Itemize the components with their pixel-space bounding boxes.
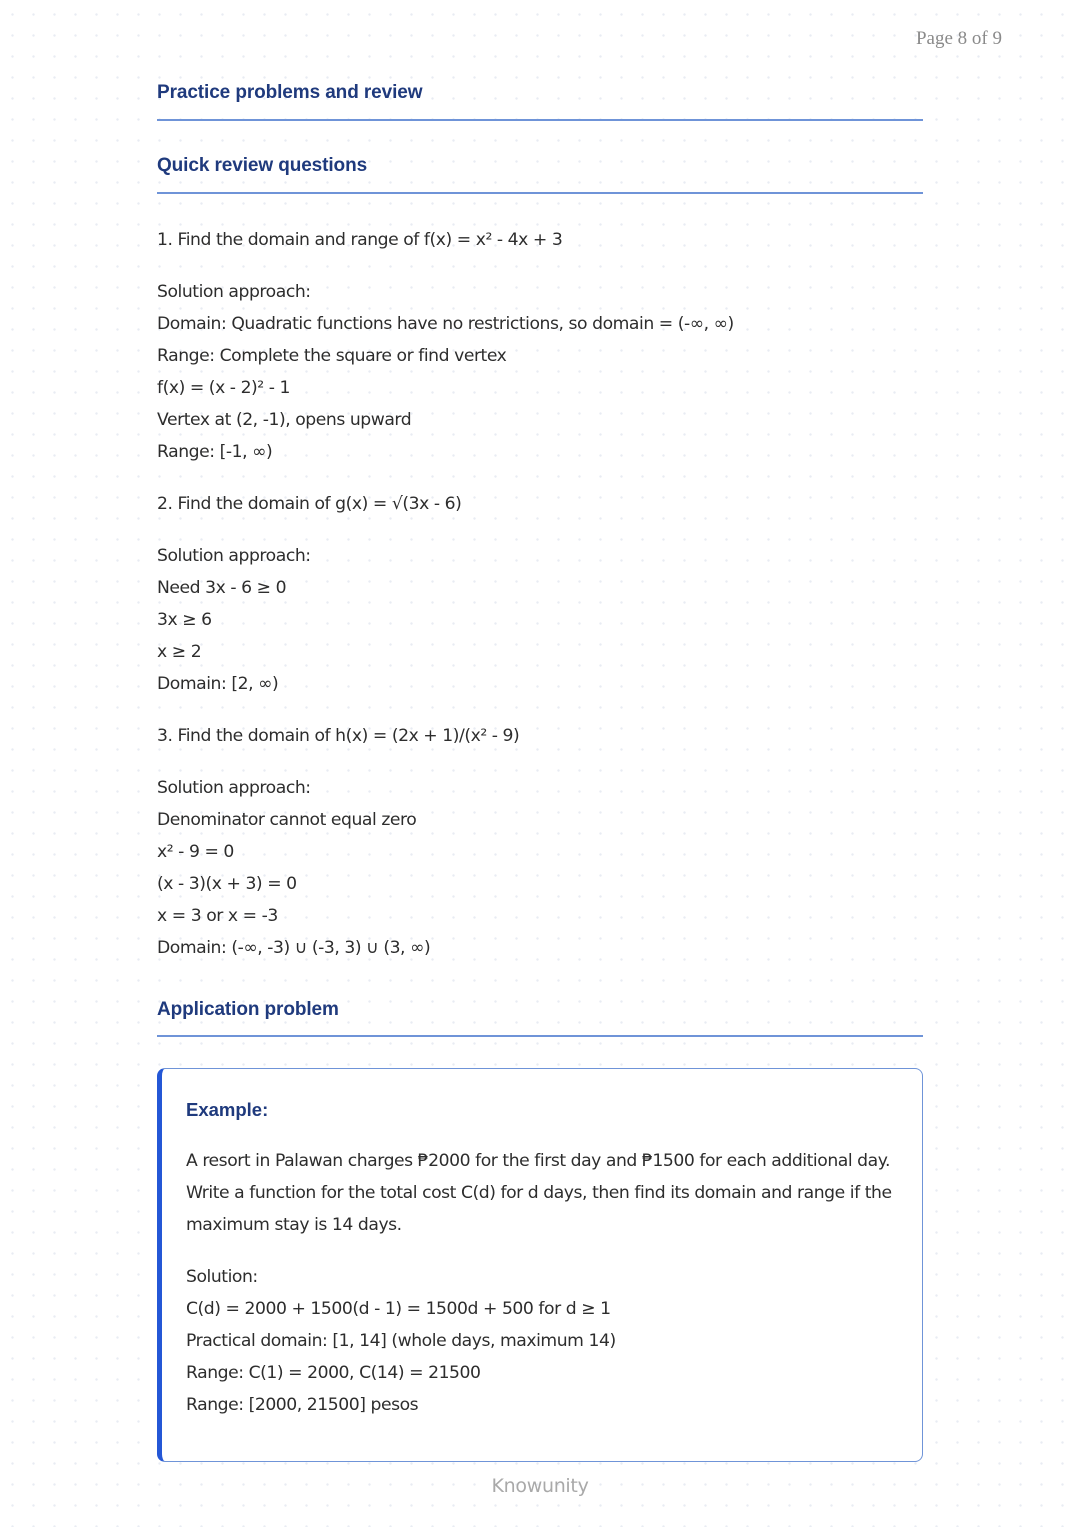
solution-line: (x - 3)(x + 3) = 0 bbox=[157, 874, 297, 894]
example-callout-box bbox=[157, 1068, 923, 1462]
solution-line: Need 3x - 6 ≥ 0 bbox=[157, 578, 287, 598]
page-number: Page 8 of 9 bbox=[915, 28, 1002, 49]
solution-line: Domain: (-∞, -3) ∪ (-3, 3) ∪ (3, ∞) bbox=[157, 938, 431, 958]
question-1-prompt: 1. Find the domain and range of f(x) = x² - 4x + 3 bbox=[157, 230, 563, 250]
solution-line: C(d) = 2000 + 1500(d - 1) = 1500d + 500 for d ≥ 1 bbox=[186, 1299, 611, 1319]
question-3-prompt: 3. Find the domain of h(x) = (2x + 1)/(x² - 9) bbox=[157, 726, 520, 746]
solution-line: Domain: [2, ∞) bbox=[157, 674, 279, 694]
section-divider bbox=[157, 1035, 923, 1037]
section-divider bbox=[157, 192, 923, 194]
section-heading-practice: Practice problems and review bbox=[157, 82, 423, 103]
solution-line: Solution approach: bbox=[157, 778, 311, 798]
solution-line: Range: Complete the square or find vertex bbox=[157, 346, 507, 366]
solution-line: x ≥ 2 bbox=[157, 642, 202, 662]
solution-line: x² - 9 = 0 bbox=[157, 842, 234, 862]
solution-line: 3x ≥ 6 bbox=[157, 610, 212, 630]
section-heading-quick-review: Quick review questions bbox=[157, 155, 368, 176]
problem-line: A resort in Palawan charges ₱2000 for the first day and ₱1500 for each additional day. bbox=[186, 1151, 891, 1171]
solution-line: f(x) = (x - 2)² - 1 bbox=[157, 378, 291, 398]
footer-brand: Knowunity bbox=[491, 1475, 589, 1497]
solution-line: Vertex at (2, -1), opens upward bbox=[157, 410, 412, 430]
solution-line: Domain: Quadratic functions have no restrictions, so domain = (-∞, ∞) bbox=[157, 314, 734, 334]
solution-line: Range: C(1) = 2000, C(14) = 21500 bbox=[186, 1363, 481, 1383]
solution-line: Practical domain: [1, 14] (whole days, maximum 14) bbox=[186, 1331, 616, 1351]
section-heading-application: Application problem bbox=[157, 999, 339, 1020]
example-label: Example: bbox=[186, 1099, 269, 1120]
question-2-prompt: 2. Find the domain of g(x) = √(3x - 6) bbox=[157, 494, 462, 514]
solution-line: Range: [-1, ∞) bbox=[157, 442, 273, 462]
problem-line: maximum stay is 14 days. bbox=[186, 1215, 402, 1235]
solution-line: x = 3 or x = -3 bbox=[157, 906, 278, 926]
solution-line: Solution: bbox=[186, 1267, 258, 1287]
solution-line: Range: [2000, 21500] pesos bbox=[186, 1395, 419, 1415]
problem-line: Write a function for the total cost C(d) for d days, then find its domain and range if the bbox=[186, 1183, 892, 1203]
solution-line: Solution approach: bbox=[157, 546, 311, 566]
solution-line: Denominator cannot equal zero bbox=[157, 810, 417, 830]
section-divider bbox=[157, 119, 923, 121]
solution-line: Solution approach: bbox=[157, 282, 311, 302]
